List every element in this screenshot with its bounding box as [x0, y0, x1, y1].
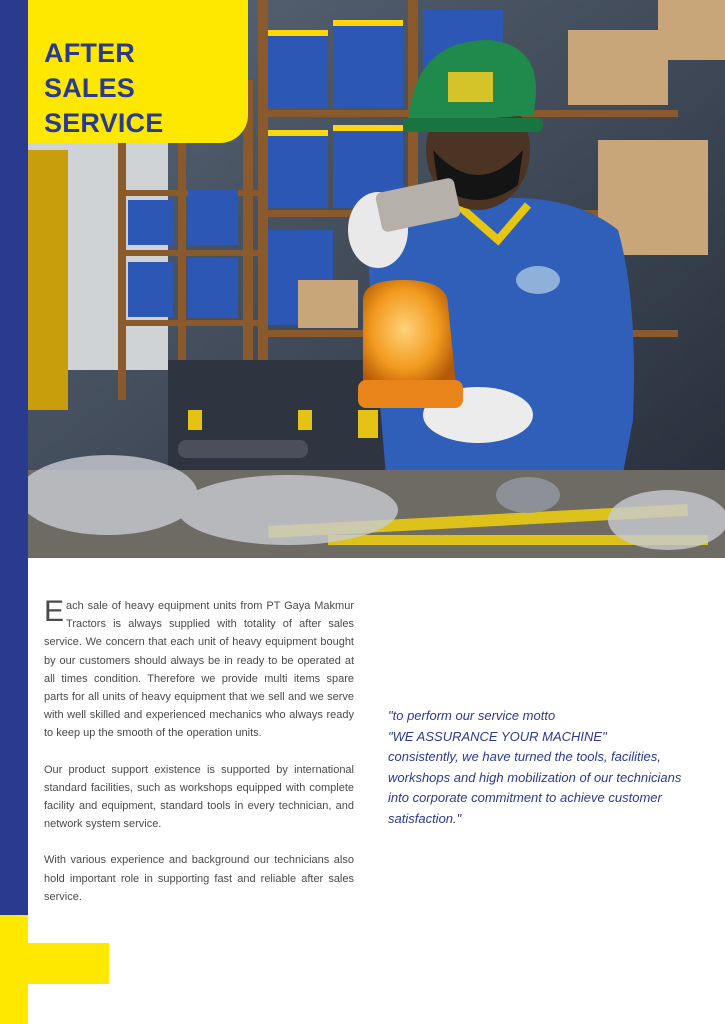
title-line-2: SALES SERVICE [44, 73, 164, 138]
paragraph-2: Our product support existence is supported by international standard facilities, such as workshops equipped with complete facility and equipment, standard tools in every technician, and network system service. [44, 763, 354, 831]
left-yellow-stripe [0, 915, 28, 1024]
quote-line-1: "to perform our service motto [388, 708, 556, 723]
title-panel [28, 0, 248, 143]
title-line-1: AFTER [44, 38, 135, 68]
paragraph-3: With various experience and background our technicians also hold important role in supporting fast and reliable after sales service. [44, 854, 354, 903]
quote-line-2: "WE ASSURANCE YOUR MACHINE" [388, 728, 607, 744]
page-title [44, 36, 248, 141]
left-blue-stripe [0, 0, 28, 915]
paragraph-1 [44, 597, 354, 743]
body-text-column [44, 597, 354, 924]
pull-quote [388, 706, 698, 830]
bottom-yellow-block [28, 943, 109, 984]
quote-line-3: consistently, we have turned the tools, facilities, workshops and high mobilization of our technicians into corporate commitment to achieve customer satisfaction." [388, 749, 682, 826]
drop-cap: E [44, 595, 65, 628]
paragraph-1-text: ach sale of heavy equipment units from PT Gaya Makmur Tractors is always supplied with totality of after sales service. We concern that each unit of heavy equipment bought by our customers should always be in ready to be operated at all times condition. Therefore we provide multi items spare parts for all units of heavy equipment that we sell and we serve with well skilled and experienced mechanics who always ready to keep up the smooth of the operation units. [44, 600, 354, 740]
